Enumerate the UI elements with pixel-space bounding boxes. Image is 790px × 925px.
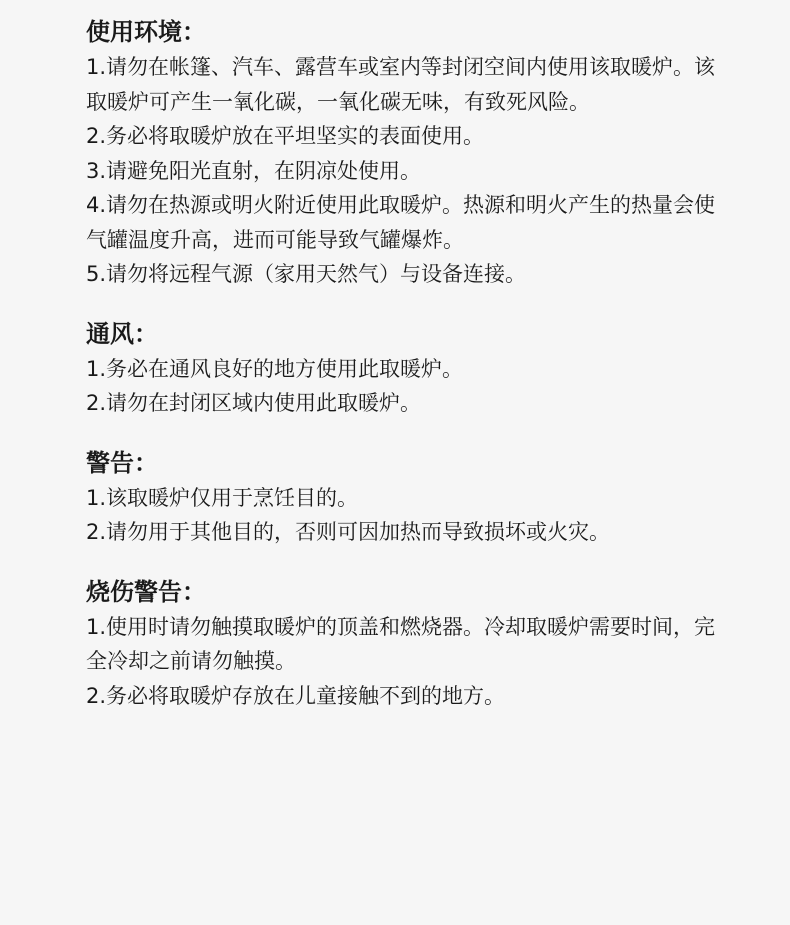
section-usage-environment: [86, 14, 790, 292]
list-item: 2.请勿在封闭区域内使用此取暖炉。: [86, 391, 422, 415]
list-item: 2.务必将取暖炉放在平坦坚实的表面使用。: [86, 124, 485, 148]
list-item: 1.务必在通风良好的地方使用此取暖炉。: [86, 356, 464, 381]
section-heading: 烧伤警告：: [86, 577, 206, 606]
list-item: 1.使用时请勿触摸取暖炉的顶盖和燃烧器。冷却取暖炉需要时间，完全冷却之前请勿触摸。: [86, 614, 716, 673]
section-burn-warning: [86, 574, 790, 714]
section-ventilation: [86, 316, 790, 421]
section-heading: 使用环境：: [86, 18, 206, 46]
section-warning: [86, 445, 790, 550]
list-item: 4.请勿在热源或明火附近使用此取暖炉。热源和明火产生的热量会使气罐温度升高，进而可能导致气罐爆炸。: [86, 193, 716, 252]
list-item: 5.请勿将远程气源（家用天然气）与设备连接。: [86, 262, 527, 286]
section-heading: 通风：: [86, 319, 158, 348]
section-heading: 警告：: [86, 448, 158, 477]
list-item: 3.请避免阳光直射，在阴凉处使用。: [86, 158, 422, 183]
list-item: 1.该取暖炉仅用于烹饪目的。: [86, 485, 359, 510]
list-item: 2.请勿用于其他目的，否则可因加热而导致损坏或火灾。: [86, 520, 611, 544]
list-item: 1.请勿在帐篷、汽车、露营车或室内等封闭空间内使用该取暖炉。该取暖炉可产生一氧化碳，一氧化碳无味，有致死风险。: [86, 55, 716, 114]
list-item: 2.务必将取暖炉存放在儿童接触不到的地方。: [86, 683, 506, 708]
